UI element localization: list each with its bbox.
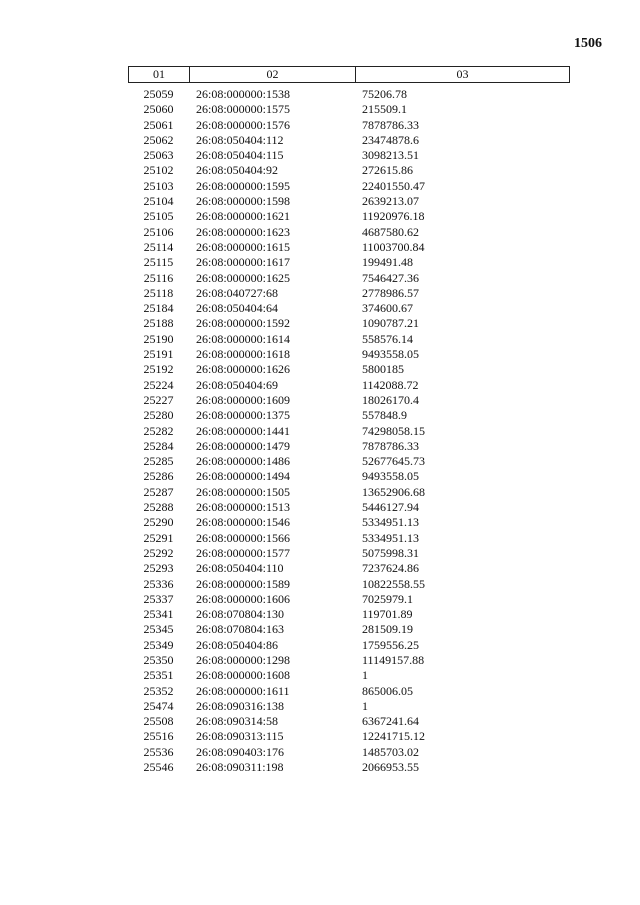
table-cell-col-01: 25352 — [143, 683, 174, 698]
table-cell-col-02: 26:08:090314:58 — [196, 714, 279, 729]
table-cell-col-01: 25291 — [143, 530, 174, 545]
table-cell-col-01: 25280 — [143, 408, 174, 423]
table-cell-col-02: 26:08:000000:1592 — [196, 316, 291, 331]
table-row — [128, 163, 570, 178]
table-cell-col-03: 1 — [362, 668, 368, 683]
table-row — [128, 133, 570, 148]
page-number: 1506 — [574, 36, 602, 51]
table-cell-col-01: 25061 — [143, 117, 174, 132]
table-row — [128, 87, 570, 102]
table-cell-col-03: 1759556.25 — [362, 637, 419, 652]
table-cell-col-01: 25282 — [143, 423, 174, 438]
table-row — [128, 347, 570, 362]
table-row — [128, 102, 570, 117]
table-cell-col-02: 26:08:050404:86 — [196, 637, 279, 652]
table-cell-col-01: 25118 — [143, 285, 174, 300]
table-cell-col-01: 25292 — [143, 545, 174, 560]
table-cell-col-02: 26:08:050404:69 — [196, 377, 279, 392]
table-cell-col-03: 7878786.33 — [362, 438, 419, 453]
column-header-01: 01 — [129, 67, 190, 82]
table-cell-col-01: 25546 — [143, 760, 174, 775]
table-cell-col-01: 25293 — [143, 561, 174, 576]
table-row — [128, 760, 570, 775]
table-row — [128, 684, 570, 699]
table-cell-col-01: 25290 — [143, 515, 174, 530]
table-cell-col-01: 25224 — [143, 377, 174, 392]
table-row — [128, 607, 570, 622]
table-cell-col-03: 272615.86 — [362, 163, 413, 178]
table-row — [128, 240, 570, 255]
table-cell-col-02: 26:08:000000:1617 — [196, 255, 291, 270]
table-cell-col-03: 1 — [362, 698, 368, 713]
table-cell-col-02: 26:08:000000:1375 — [196, 408, 291, 423]
table-cell-col-03: 1142088.72 — [362, 377, 419, 392]
table-cell-col-02: 26:08:000000:1621 — [196, 209, 291, 224]
table-cell-col-02: 26:08:000000:1595 — [196, 178, 291, 193]
table-cell-col-02: 26:08:000000:1615 — [196, 239, 291, 254]
table-cell-col-01: 25059 — [143, 87, 174, 101]
table-cell-col-01: 25102 — [143, 163, 174, 178]
table-cell-col-02: 26:08:000000:1608 — [196, 668, 291, 683]
table-row — [128, 515, 570, 530]
table-cell-col-02: 26:08:050404:115 — [196, 148, 284, 163]
table-cell-col-03: 7546427.36 — [362, 270, 419, 285]
table-row — [128, 255, 570, 270]
table-cell-col-03: 9493558.05 — [362, 469, 419, 484]
table-row — [128, 531, 570, 546]
table-row — [128, 638, 570, 653]
table-cell-col-01: 25287 — [143, 484, 174, 499]
table-cell-col-01: 25288 — [143, 500, 174, 515]
table-cell-col-02: 26:08:000000:1614 — [196, 331, 291, 346]
table-cell-col-02: 26:08:050404:112 — [196, 132, 284, 147]
table-row — [128, 316, 570, 331]
table-row — [128, 148, 570, 163]
table-cell-col-01: 25103 — [143, 178, 174, 193]
table-cell-col-03: 5334951.13 — [362, 530, 419, 545]
table-cell-col-03: 11920976.18 — [362, 209, 425, 224]
table-cell-col-01: 25536 — [143, 744, 174, 759]
table-cell-col-03: 22401550.47 — [362, 178, 425, 193]
table-cell-col-01: 25062 — [143, 132, 174, 147]
table-body — [128, 87, 570, 775]
table-cell-col-02: 26:08:000000:1609 — [196, 392, 291, 407]
table-cell-col-01: 25508 — [143, 714, 174, 729]
table-cell-col-01: 25063 — [143, 148, 174, 163]
table-cell-col-02: 26:08:090316:138 — [196, 698, 285, 713]
table-row — [128, 362, 570, 377]
table-cell-col-03: 74298058.15 — [362, 423, 425, 438]
table-cell-col-03: 558576.14 — [362, 331, 413, 346]
table-cell-col-02: 26:08:090313:115 — [196, 729, 284, 744]
table-cell-col-02: 26:08:000000:1494 — [196, 469, 291, 484]
table-row — [128, 485, 570, 500]
table-cell-col-03: 13652906.68 — [362, 484, 425, 499]
table-row — [128, 408, 570, 423]
table-cell-col-01: 25188 — [143, 316, 174, 331]
table-cell-col-03: 5800185 — [362, 362, 404, 377]
table-cell-col-02: 26:08:000000:1566 — [196, 530, 291, 545]
table-row — [128, 592, 570, 607]
table-cell-col-01: 25345 — [143, 622, 174, 637]
table-cell-col-01: 25516 — [143, 729, 174, 744]
table-cell-col-03: 374600.67 — [362, 301, 413, 316]
table-row — [128, 500, 570, 515]
table-row — [128, 546, 570, 561]
table-cell-col-02: 26:08:000000:1618 — [196, 347, 291, 362]
table-cell-col-02: 26:08:000000:1626 — [196, 362, 291, 377]
table-cell-col-02: 26:08:050404:64 — [196, 301, 279, 316]
table-cell-col-03: 215509.1 — [362, 102, 407, 117]
table-cell-col-01: 25284 — [143, 438, 174, 453]
table-cell-col-02: 26:08:000000:1575 — [196, 102, 291, 117]
table-cell-col-03: 75206.78 — [362, 87, 407, 101]
table-cell-col-02: 26:08:040727:68 — [196, 285, 279, 300]
table-cell-col-03: 7237624.86 — [362, 561, 419, 576]
table-row — [128, 653, 570, 668]
table-cell-col-02: 26:08:000000:1598 — [196, 194, 291, 209]
table-cell-col-03: 6367241.64 — [362, 714, 419, 729]
table-cell-col-03: 557848.9 — [362, 408, 407, 423]
table-cell-col-02: 26:08:000000:1606 — [196, 591, 291, 606]
table-cell-col-01: 25337 — [143, 591, 174, 606]
table-cell-col-01: 25336 — [143, 576, 174, 591]
table-row — [128, 729, 570, 744]
table-row — [128, 118, 570, 133]
table-cell-col-01: 25115 — [143, 255, 174, 270]
table-row — [128, 286, 570, 301]
table-cell-col-01: 25474 — [143, 698, 174, 713]
table-row — [128, 699, 570, 714]
table-row — [128, 179, 570, 194]
table-cell-col-03: 2639213.07 — [362, 194, 419, 209]
table-cell-col-03: 52677645.73 — [362, 454, 425, 469]
table-cell-col-01: 25191 — [143, 347, 174, 362]
table-cell-col-02: 26:08:070804:163 — [196, 622, 285, 637]
table-cell-col-02: 26:08:000000:1623 — [196, 224, 291, 239]
table-cell-col-03: 11003700.84 — [362, 239, 425, 254]
table-cell-col-02: 26:08:090403:176 — [196, 744, 285, 759]
table-cell-col-01: 25105 — [143, 209, 174, 224]
table-cell-col-03: 2778986.57 — [362, 285, 419, 300]
table-row — [128, 745, 570, 760]
table-cell-col-01: 25349 — [143, 637, 174, 652]
table-header — [128, 66, 570, 83]
table-cell-col-03: 199491.48 — [362, 255, 413, 270]
table-row — [128, 439, 570, 454]
table-row — [128, 622, 570, 637]
table-cell-col-03: 119701.89 — [362, 607, 413, 622]
table-row — [128, 301, 570, 316]
table-cell-col-02: 26:08:000000:1538 — [196, 87, 291, 101]
table-cell-col-02: 26:08:000000:1611 — [196, 683, 290, 698]
table-cell-col-03: 11149157.88 — [362, 652, 425, 667]
table-row — [128, 332, 570, 347]
table-cell-col-03: 1090787.21 — [362, 316, 419, 331]
table-cell-col-03: 281509.19 — [362, 622, 413, 637]
table-row — [128, 668, 570, 683]
table-cell-col-01: 25351 — [143, 668, 174, 683]
table-cell-col-02: 26:08:000000:1441 — [196, 423, 291, 438]
table-cell-col-01: 25192 — [143, 362, 174, 377]
column-header-03: 03 — [456, 67, 469, 81]
table-cell-col-02: 26:08:000000:1298 — [196, 652, 291, 667]
table-cell-col-03: 1485703.02 — [362, 744, 419, 759]
table-cell-col-01: 25350 — [143, 652, 174, 667]
table-cell-col-01: 25286 — [143, 469, 174, 484]
table-cell-col-01: 25106 — [143, 224, 174, 239]
table-row — [128, 209, 570, 224]
table-cell-col-02: 26:08:000000:1505 — [196, 484, 291, 499]
table-row — [128, 194, 570, 209]
table-row — [128, 225, 570, 240]
table-cell-col-02: 26:08:070804:130 — [196, 607, 285, 622]
table-cell-col-03: 3098213.51 — [362, 148, 419, 163]
table-cell-col-03: 23474878.6 — [362, 132, 419, 147]
table-row — [128, 454, 570, 469]
table-cell-col-02: 26:08:000000:1513 — [196, 500, 291, 515]
table-cell-col-02: 26:08:000000:1486 — [196, 454, 291, 469]
table-cell-col-03: 2066953.55 — [362, 760, 419, 775]
table-cell-col-01: 25184 — [143, 301, 174, 316]
table-cell-col-03: 7878786.33 — [362, 117, 419, 132]
table-cell-col-02: 26:08:000000:1546 — [196, 515, 291, 530]
table-cell-col-02: 26:08:000000:1625 — [196, 270, 291, 285]
table-row — [128, 271, 570, 286]
table-cell-col-01: 25285 — [143, 454, 174, 469]
table-cell-col-02: 26:08:000000:1589 — [196, 576, 291, 591]
table-cell-col-03: 18026170.4 — [362, 392, 419, 407]
table-cell-col-02: 26:08:050404:110 — [196, 561, 284, 576]
table-cell-col-03: 865006.05 — [362, 683, 413, 698]
table-cell-col-01: 25341 — [143, 607, 174, 622]
table-row — [128, 424, 570, 439]
table-cell-col-03: 5075998.31 — [362, 545, 419, 560]
table-cell-col-03: 9493558.05 — [362, 347, 419, 362]
table-row — [128, 393, 570, 408]
table-cell-col-01: 25060 — [143, 102, 174, 117]
table-cell-col-03: 5334951.13 — [362, 515, 419, 530]
table-cell-col-02: 26:08:000000:1576 — [196, 117, 291, 132]
column-header-02: 02 — [190, 67, 356, 82]
table-cell-col-02: 26:08:000000:1577 — [196, 545, 291, 560]
table-row — [128, 469, 570, 484]
table-row — [128, 378, 570, 393]
table-cell-col-03: 10822558.55 — [362, 576, 425, 591]
table-cell-col-01: 25116 — [143, 270, 174, 285]
table-row — [128, 577, 570, 592]
table-cell-col-01: 25227 — [143, 392, 174, 407]
table-cell-col-01: 25190 — [143, 331, 174, 346]
table-row — [128, 714, 570, 729]
table-cell-col-03: 4687580.62 — [362, 224, 419, 239]
table-cell-col-02: 26:08:090311:198 — [196, 760, 284, 775]
table-cell-col-03: 12241715.12 — [362, 729, 425, 744]
table-cell-col-02: 26:08:050404:92 — [196, 163, 279, 178]
table-row — [128, 561, 570, 576]
table-cell-col-02: 26:08:000000:1479 — [196, 438, 291, 453]
table-cell-col-01: 25114 — [143, 239, 174, 254]
table-cell-col-01: 25104 — [143, 194, 174, 209]
table-cell-col-03: 5446127.94 — [362, 500, 419, 515]
table-cell-col-03: 7025979.1 — [362, 591, 413, 606]
